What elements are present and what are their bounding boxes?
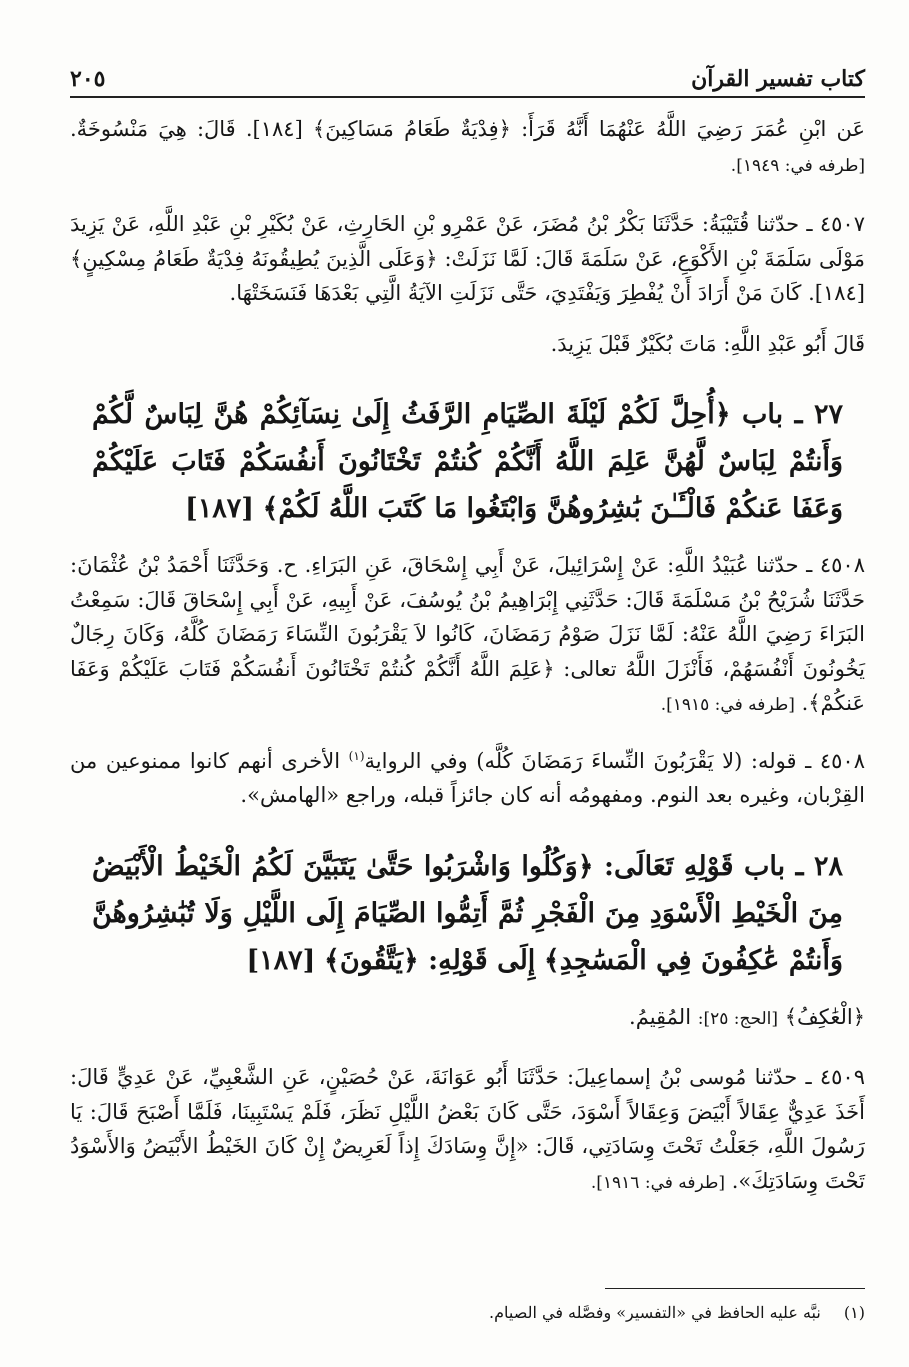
gloss-meaning: المُقِيمُ. (629, 1004, 692, 1029)
chapter-heading-text: ٢٨ ـ باب قَوْلِهِ تَعَالَى: ﴿وَكُلُوا وَاشْرَبُوا حَتَّىٰ يَتَبَيَّنَ لَكُمُ الْخَيْطُ الْأَبْيَضُ مِنَ الْخَيْطِ الْأَسْوَدِ مِنَ الْفَجْرِ ثُمَّ أَتِمُّوا الصِّيَامَ إِلَى اللَّيْلِ وَلَا تُبَٰشِرُوهُنَّ وَأَنتُمْ عَٰكِفُونَ فِي الْمَسَٰجِدِ﴾ (92, 850, 843, 976)
paragraph-text: عَن ابْنِ عُمَرَ رَضِيَ اللَّهُ عَنْهُمَا أَنَّهُ قَرَأَ: ﴿فِدْيَةٌ طَعَامُ مَسَاكِينَ﴾ [١٨٤]. قَالَ: هِيَ مَنْسُوخَةٌ. (70, 117, 865, 141)
cross-reference: [طرفه في: ١٩٤٩]. (730, 155, 865, 176)
paragraph-ibn-umar (70, 112, 865, 183)
chapter-heading-continuation: إِلَى قَوْلِهِ: ﴿يَتَّقُونَ﴾ (324, 944, 536, 976)
chapter-27-heading (92, 391, 843, 532)
hadith-4509 (70, 1060, 865, 1200)
commentary-text-cont: الأخرى أنهم كانوا ممنوعين من القِرْبان، وغيره بعد النوم. ومفهومُه أنه كان جائزاً قبله، وراجع «الهامش». (70, 748, 865, 807)
chapter-28-heading (92, 843, 843, 984)
cross-reference: [طرفه في: ١٩١٥]. (660, 695, 795, 715)
footnote-marker[interactable]: (١) (348, 748, 365, 763)
editor-note (70, 327, 865, 362)
hadith-text: ٤٥٠٧ ـ حدّثنا قُتَيْبَةُ: حَدَّثَنَا بَكْرُ بْنُ مُضَرَ، عَنْ عَمْرِو بْنِ الحَارِثِ، عَنْ بُكَيْرِ بْنِ عَبْدِ اللَّهِ، عَنْ يَزِيدَ مَوْلَى سَلَمَةَ بْنِ الأَكْوَعِ، عَنْ سَلَمَةَ قَالَ: لَمَّا نَزَلَتْ: ﴿وَعَلَى الَّذِينَ يُطِيقُونَهُ فِدْيَةٌ طَعَامُ مِسْكِينٍ﴾ [١٨٤]. كَانَ مَنْ أَرَادَ أَنْ يُفْطِرَ وَيَفْتَدِيَ، حَتَّى نَزَلَتِ الآيَةُ الَّتِي بَعْدَهَا فَنَسَخَتْهَا. (70, 212, 865, 305)
footnote-divider (605, 1288, 865, 1289)
footnote-text: نبَّه عليه الحافظ في «التفسير» وفصَّله في الصيام. (489, 1303, 821, 1322)
word-gloss (70, 1000, 865, 1037)
gloss-quote: ﴿الْعَٰكِفُ﴾ (784, 1004, 865, 1029)
cross-reference: [طرفه في: ١٩١٦]. (590, 1172, 726, 1193)
chapter-heading-text: ٢٧ ـ باب ﴿أُحِلَّ لَكُمْ لَيْلَةَ الصِّيَامِ الرَّفَثُ إِلَىٰ نِسَآئِكُمْ هُنَّ لِبَاسٌ لَّكُمْ وَأَنتُمْ لِبَاسٌ لَّهُنَّ عَلِمَ اللَّهُ أَنَّكُمْ كُنتُمْ تَخْتَانُونَ أَنفُسَكُمْ فَتَابَ عَلَيْكُمْ وَعَفَا عَنكُمْ فَالْـَٔـٰنَ بَٰشِرُوهُنَّ وَابْتَغُوا مَا كَتَبَ اللَّهُ لَكُمْ﴾ (92, 399, 843, 524)
verse-reference: [١٨٧] (184, 493, 255, 524)
note-text: قَالَ أَبُو عَبْدِ اللَّهِ: مَاتَ بُكَيْرٌ قَبْلَ يَزِيدَ. (550, 331, 865, 356)
hadith-text: ٤٥٠٨ ـ حدّثنا عُبَيْدُ اللَّهِ: عَنْ إِسْرَائِيلَ، عَنْ أَبِي إِسْحَاقَ، عَنِ البَرَاءِ. ح. وَحَدَّثَنَا أَحْمَدُ بْنُ عُثْمَانَ: حَدَّثَنَا شُرَيْحُ بْنُ مَسْلَمَةَ قَالَ: حَدَّثَنِي إِبْرَاهِيمُ بْنُ يُوسُفَ، عَنْ أَبِيهِ، عَنْ أَبِي إِسْحَاقَ قَالَ: سَمِعْتُ البَرَاءَ رَضِيَ اللَّهُ عَنْهُ: لَمَّا نَزَلَ صَوْمُ رَمَضَانَ، كَانُوا لاَ يَقْرَبُونَ النِّسَاءَ رَمَضَانَ كُلَّهُ، وَكَانَ رِجَالٌ يَخُونُونَ أَنْفُسَهُمْ، فَأَنْزَلَ اللَّهُ تعالى: ﴿عَلِمَ اللَّهُ أَنَّكُمْ كُنتُمْ تَخْتَانُونَ أَنفُسَكُمْ فَتَابَ عَلَيْكُمْ وَعَفَا عَنكُمْ﴾. (70, 553, 865, 715)
commentary-text: ٤٥٠٨ ـ قوله: (لا يَقْرَبُونَ النِّساءَ رَمَضَانَ كُلَّه) وفي الرواية (364, 748, 865, 773)
hadith-text: ٤٥٠٩ ـ حدّثنا مُوسى بْنُ إسماعِيلَ: حَدَّثَنَا أَبُو عَوَانَةَ، عَنْ حُصَيْنٍ، عَنِ الشَّعْبِيِّ، عَنْ عَدِيٍّ قَالَ: أَخَذَ عَدِيٌّ عِقَالاً أَبْيَضَ وَعِقَالاً أَسْوَدَ، حَتَّى كَانَ بَعْضُ اللَّيْلِ نَظَرَ، فَلَمْ يَسْتَبِينَا، فَلَمَّا أَصْبَحَ قَالَ: يَا رَسُولَ اللَّهِ، جَعَلْتُ تَحْتَ وِسَادَتِي، قَالَ: «إِنَّ وِسَادَكَ إِذاً لَعَرِيضٌ إِنْ كَانَ الخَيْطُ الأَبْيَضُ وَالأَسْوَدُ تَحْتَ وِسَادَتِكَ». (70, 1065, 865, 1193)
hadith-4508 (70, 548, 865, 723)
page-number: ٢٠٥ (70, 66, 106, 92)
running-head (70, 52, 865, 98)
hadith-4507 (70, 207, 865, 311)
footnote-number: (١) (843, 1303, 865, 1322)
verse-reference: [١٨٧] (246, 944, 316, 976)
gloss-reference: [الحج: ٢٥]: (697, 1008, 778, 1029)
footnote (70, 1300, 865, 1326)
book-title: كتاب تفسير القرآن (691, 66, 865, 92)
commentary-4508 (70, 739, 865, 813)
